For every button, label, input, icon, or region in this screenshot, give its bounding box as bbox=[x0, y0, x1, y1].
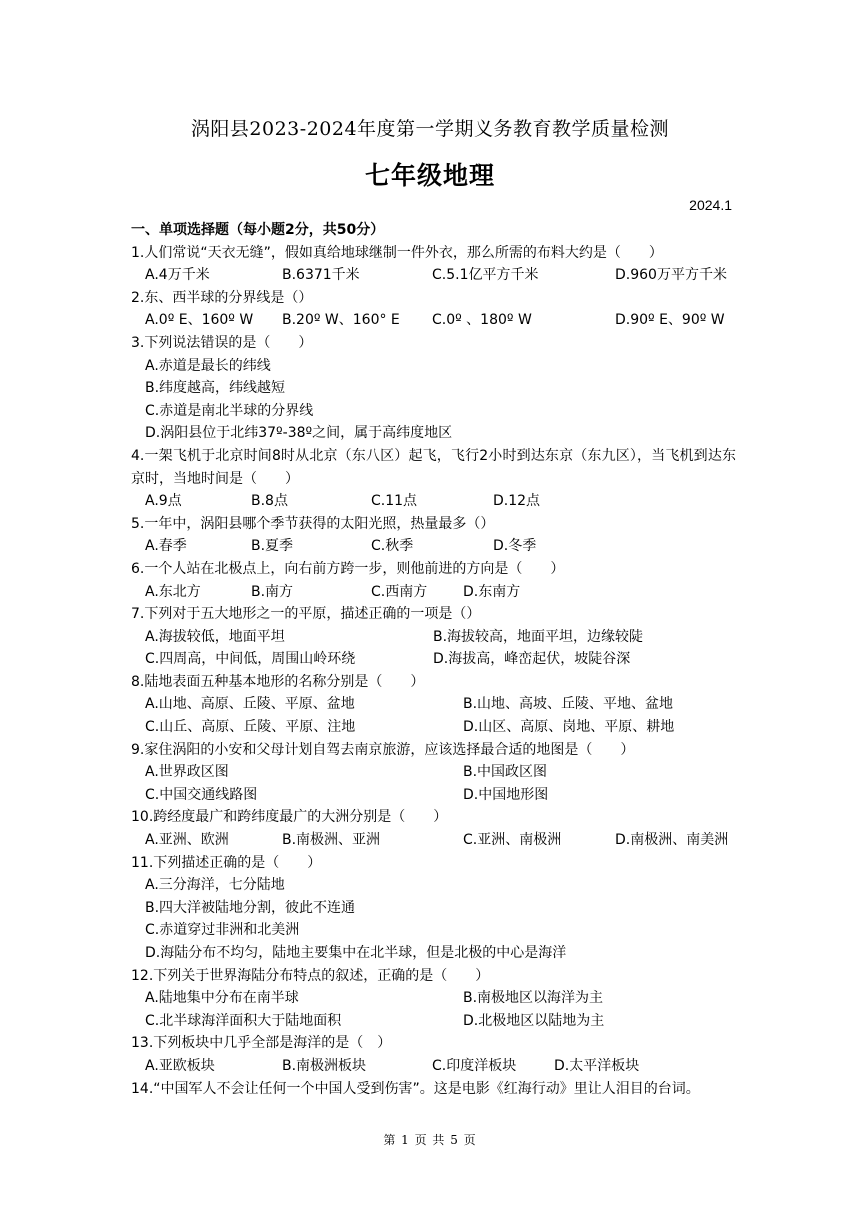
question-stem: 7.下列对于五大地形之一的平原，描述正确的一项是（） bbox=[131, 606, 481, 623]
option-row bbox=[131, 626, 736, 649]
option-row bbox=[131, 490, 736, 513]
option-d: D.东南方 bbox=[463, 583, 521, 600]
option-b: B.海拔较高，地面平坦，边缘较陡 bbox=[433, 628, 644, 645]
option-d: D.海陆分布不均匀，陆地主要集中在北半球，但是北极的中心是海洋 bbox=[145, 945, 567, 961]
option-a: A.东北方 bbox=[145, 583, 201, 600]
option-b: B.南极地区以海洋为主 bbox=[463, 990, 604, 1007]
option-row bbox=[131, 716, 736, 739]
option-c: C.11点 bbox=[371, 493, 418, 510]
option-row bbox=[131, 535, 736, 558]
option-row bbox=[131, 693, 736, 716]
option-a: A.海拔较低，地面平坦 bbox=[145, 628, 285, 645]
option-d: D.太平洋板块 bbox=[554, 1057, 640, 1074]
option-b: B.南极洲、亚洲 bbox=[282, 832, 381, 849]
option-a: A.9点 bbox=[145, 493, 182, 510]
question-stem: 13.下列板块中几乎全部是海洋的是（ ） bbox=[131, 1035, 392, 1052]
question-stem: 2.东、西半球的分界线是（） bbox=[131, 289, 313, 306]
section-title: 一、单项选择题（每小题2分，共50分） bbox=[131, 222, 385, 238]
option-row bbox=[131, 581, 736, 604]
option-a: A.三分海洋，七分陆地 bbox=[145, 877, 285, 894]
option-d: D.南极洲、南美洲 bbox=[615, 832, 729, 849]
option-row bbox=[131, 987, 736, 1010]
option-c: C.0º 、180º W bbox=[432, 312, 532, 329]
option-b: B.8点 bbox=[251, 493, 288, 510]
option-a: A.春季 bbox=[145, 538, 187, 555]
option-c: C.赤道穿过非洲和北美洲 bbox=[145, 922, 300, 939]
option-d: D.960万平方千米 bbox=[615, 267, 727, 284]
option-d: D.北极地区以陆地为主 bbox=[463, 1012, 605, 1029]
option-list bbox=[131, 355, 736, 445]
option-c: C.山丘、高原、丘陵、平原、注地 bbox=[145, 719, 356, 736]
option-b: B.6371千米 bbox=[282, 267, 360, 284]
option-a: A.陆地集中分布在南半球 bbox=[145, 990, 299, 1007]
option-b: B.南方 bbox=[251, 583, 294, 600]
option-b: B.山地、高坡、丘陵、平地、盆地 bbox=[463, 696, 674, 713]
option-c: C.印度洋板块 bbox=[432, 1057, 517, 1074]
option-b: B.四大洋被陆地分割，彼此不连通 bbox=[145, 899, 356, 916]
option-d: D.山区、高原、岗地、平原、耕地 bbox=[463, 719, 675, 736]
option-a: A.亚欧板块 bbox=[145, 1057, 215, 1074]
option-list bbox=[131, 874, 736, 964]
option-row bbox=[131, 648, 736, 671]
option-row bbox=[131, 1055, 736, 1078]
option-b: B.中国政区图 bbox=[463, 764, 548, 781]
question-stem: 4.一架飞机于北京时间8时从北京（东八区）起飞，飞行2小时到达东京（东九区），当飞机到达东京时，当地时间是（ ） bbox=[131, 447, 736, 487]
option-a: A.山地、高原、丘陵、平原、盆地 bbox=[145, 696, 355, 713]
option-row bbox=[131, 784, 736, 807]
option-b: B.夏季 bbox=[251, 538, 294, 555]
option-a: A.亚洲、欧洲 bbox=[145, 832, 229, 849]
question-stem: 8.陆地表面五种基本地形的名称分别是（ ） bbox=[131, 673, 425, 690]
option-row bbox=[131, 309, 736, 332]
option-a: A.世界政区图 bbox=[145, 764, 229, 781]
option-row bbox=[131, 264, 736, 287]
subject-title: 七年级地理 bbox=[364, 161, 495, 190]
option-row bbox=[131, 829, 736, 852]
option-c: C.四周高，中间低，周围山岭环绕 bbox=[145, 651, 356, 668]
option-d: D.90º E、90º W bbox=[615, 312, 725, 329]
question-stem: 14.“中国军人不会让任何一个中国人受到伤害”。这是电影《红海行动》里让人泪目的台词。 bbox=[131, 1080, 700, 1097]
option-c: C.北半球海洋面积大于陆地面积 bbox=[145, 1012, 342, 1029]
option-a: A.赤道是最长的纬线 bbox=[145, 357, 271, 374]
page-number: 第 1 页 共 5 页 bbox=[383, 1133, 477, 1147]
option-c: C.亚洲、南极洲 bbox=[463, 832, 562, 849]
option-c: C.中国交通线路图 bbox=[145, 786, 258, 803]
question-stem: 3.下列说法错误的是（ ） bbox=[131, 334, 313, 351]
option-d: D.12点 bbox=[493, 493, 541, 510]
option-row bbox=[131, 761, 736, 784]
option-d: D.冬季 bbox=[493, 538, 537, 555]
option-b: B.20º W、160° E bbox=[282, 312, 400, 329]
exam-title: 涡阳县2023-2024年度第一学期义务教育教学质量检测 bbox=[190, 118, 670, 140]
question-stem: 6.一个人站在北极点上，向右前方跨一步，则他前进的方向是（ ） bbox=[131, 560, 565, 577]
question-stem: 5.一年中，涡阳县哪个季节获得的太阳光照，热量最多（） bbox=[131, 515, 495, 532]
question-stem: 10.跨经度最广和跨纬度最广的大洲分别是（ ） bbox=[131, 809, 448, 826]
option-c: C.赤道是南北半球的分界线 bbox=[145, 402, 314, 419]
option-d: D.涡阳县位于北纬37º-38º之间，属于高纬度地区 bbox=[145, 425, 453, 442]
question-stem: 12.下列关于世界海陆分布特点的叙述，正确的是（ ） bbox=[131, 967, 490, 984]
option-row bbox=[131, 1010, 736, 1033]
question-stem: 11.下列描述正确的是（ ） bbox=[131, 854, 322, 871]
option-b: B.南极洲板块 bbox=[282, 1057, 367, 1074]
exam-date: 2024.1 bbox=[689, 197, 732, 213]
question-stem: 9.家住涡阳的小安和父母计划自驾去南京旅游，应该选择最合适的地图是（ ） bbox=[131, 741, 635, 758]
option-c: C.秋季 bbox=[371, 538, 414, 555]
question-stem: 1.人们常说“天衣无缝”，假如真给地球继制一件外衣，那么所需的布料大约是（ ） bbox=[131, 244, 663, 261]
option-d: D.海拔高，峰峦起伏，坡陡谷深 bbox=[433, 651, 631, 668]
option-c: C.西南方 bbox=[371, 583, 428, 600]
question-list bbox=[131, 219, 736, 1100]
option-a: A.0º E、160º W bbox=[145, 312, 254, 329]
option-a: A.4万千米 bbox=[145, 267, 210, 284]
option-b: B.纬度越高，纬线越短 bbox=[145, 380, 286, 397]
option-c: C.5.1亿平方千米 bbox=[432, 267, 539, 284]
option-d: D.中国地形图 bbox=[463, 786, 549, 803]
